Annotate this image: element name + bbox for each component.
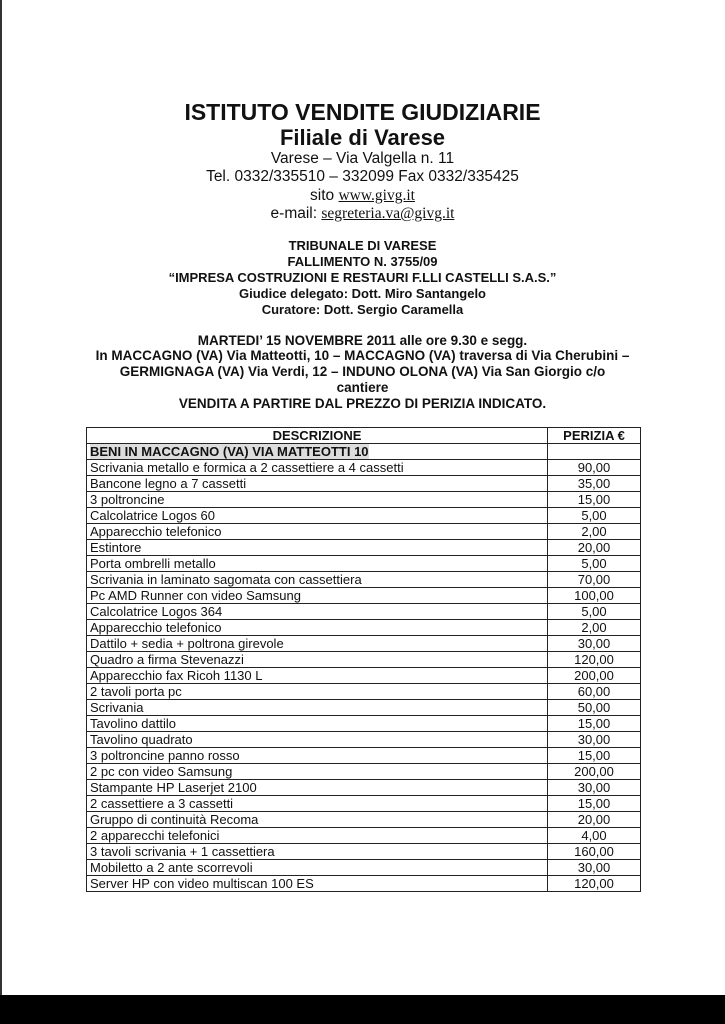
table-row <box>87 764 641 780</box>
email-link[interactable]: segreteria.va@givg.it <box>321 205 455 222</box>
table-row <box>87 668 641 684</box>
table-row <box>87 684 641 700</box>
page-subtitle: Filiale di Varese <box>279 125 446 150</box>
table-row <box>87 524 641 540</box>
item-value: 120,00 <box>548 876 641 892</box>
sale-location-3: cantiere <box>336 380 389 395</box>
table-row <box>87 620 641 636</box>
item-description: Stampante HP Laserjet 2100 <box>87 780 548 796</box>
item-value: 60,00 <box>548 684 641 700</box>
item-value: 2,00 <box>548 620 641 636</box>
table-row <box>87 844 641 860</box>
item-description: Bancone legno a 7 cassetti <box>87 476 548 492</box>
col-description: DESCRIZIONE <box>87 428 548 444</box>
item-value: 5,00 <box>548 508 641 524</box>
table-row <box>87 556 641 572</box>
table-row <box>87 636 641 652</box>
item-value: 160,00 <box>548 844 641 860</box>
page-title: ISTITUTO VENDITE GIUDIZIARIE <box>184 99 541 125</box>
sale-location-2: GERMIGNAGA (VA) Via Verdi, 12 – INDUNO OLONA (VA) Via San Giorgio c/o <box>119 364 606 379</box>
item-description: Scrivania metallo e formica a 2 cassettiere a 4 cassetti <box>87 460 548 476</box>
table-row <box>87 860 641 876</box>
table-row <box>87 604 641 620</box>
sale-date: MARTEDI’ 15 NOVEMBRE 2011 alle ore 9.30 e segg. <box>197 333 528 348</box>
item-description: Apparecchio telefonico <box>87 620 548 636</box>
table-row <box>87 780 641 796</box>
item-value: 5,00 <box>548 556 641 572</box>
phone: Tel. 0332/335510 – 332099 Fax 0332/335425 <box>206 168 519 185</box>
item-description: Estintore <box>87 540 548 556</box>
item-description: 2 apparecchi telefonici <box>87 828 548 844</box>
table-row <box>87 508 641 524</box>
item-value: 30,00 <box>548 732 641 748</box>
item-description: Calcolatrice Logos 364 <box>87 604 548 620</box>
item-description: 3 poltroncine <box>87 492 548 508</box>
item-description: 3 poltroncine panno rosso <box>87 748 548 764</box>
table-row <box>87 796 641 812</box>
item-value: 15,00 <box>548 748 641 764</box>
table-row <box>87 652 641 668</box>
item-value: 120,00 <box>548 652 641 668</box>
item-value: 35,00 <box>548 476 641 492</box>
item-value: 200,00 <box>548 668 641 684</box>
scan-border <box>0 995 725 1024</box>
item-value: 70,00 <box>548 572 641 588</box>
item-description: Porta ombrelli metallo <box>87 556 548 572</box>
table-row <box>87 588 641 604</box>
table-row <box>87 700 641 716</box>
address: Varese – Via Valgella n. 11 <box>270 150 455 167</box>
table-row <box>87 540 641 556</box>
table-row <box>87 876 641 892</box>
item-value: 20,00 <box>548 812 641 828</box>
table-row <box>87 572 641 588</box>
item-description: Tavolino quadrato <box>87 732 548 748</box>
court: TRIBUNALE DI VARESE <box>288 238 437 253</box>
item-description: 2 cassettiere a 3 cassetti <box>87 796 548 812</box>
item-value: 4,00 <box>548 828 641 844</box>
item-description: 3 tavoli scrivania + 1 cassettiera <box>87 844 548 860</box>
case-number: FALLIMENTO N. 3755/09 <box>287 254 438 269</box>
item-description: Apparecchio fax Ricoh 1130 L <box>87 668 548 684</box>
item-value: 20,00 <box>548 540 641 556</box>
item-description: Tavolino dattilo <box>87 716 548 732</box>
item-description: Scrivania in laminato sagomata con cassettiera <box>87 572 548 588</box>
item-description: Apparecchio telefonico <box>87 524 548 540</box>
item-description: 2 pc con video Samsung <box>87 764 548 780</box>
item-value: 15,00 <box>548 796 641 812</box>
table-row <box>87 492 641 508</box>
section-row <box>87 444 641 460</box>
item-value: 15,00 <box>548 716 641 732</box>
email-line <box>0 205 725 223</box>
item-value: 90,00 <box>548 460 641 476</box>
table-row <box>87 748 641 764</box>
item-value: 2,00 <box>548 524 641 540</box>
site-label: sito <box>310 187 335 204</box>
item-value: 30,00 <box>548 780 641 796</box>
item-value: 15,00 <box>548 492 641 508</box>
item-value: 30,00 <box>548 636 641 652</box>
company: “IMPRESA COSTRUZIONI E RESTAURI F.LLI CASTELLI S.A.S.” <box>168 270 557 285</box>
item-description: Mobiletto a 2 ante scorrevoli <box>87 860 548 876</box>
item-value: 50,00 <box>548 700 641 716</box>
col-perizia: PERIZIA € <box>548 428 641 444</box>
table-header <box>87 428 641 444</box>
curator: Curatore: Dott. Sergio Caramella <box>261 302 464 317</box>
table-row <box>87 732 641 748</box>
section-title: BENI IN MACCAGNO (VA) VIA MATTEOTTI 10 <box>90 444 369 459</box>
item-value: 5,00 <box>548 604 641 620</box>
item-description: Dattilo + sedia + poltrona girevole <box>87 636 548 652</box>
site-link[interactable]: www.givg.it <box>338 187 415 204</box>
judge: Giudice delegato: Dott. Miro Santangelo <box>238 286 486 301</box>
email-label: e-mail: <box>270 205 318 222</box>
table-row <box>87 812 641 828</box>
table-row <box>87 460 641 476</box>
item-description: Calcolatrice Logos 60 <box>87 508 548 524</box>
item-value: 100,00 <box>548 588 641 604</box>
table-row <box>87 716 641 732</box>
item-value: 200,00 <box>548 764 641 780</box>
item-description: Gruppo di continuità Recoma <box>87 812 548 828</box>
item-description: Pc AMD Runner con video Samsung <box>87 588 548 604</box>
sale-note: VENDITA A PARTIRE DAL PREZZO DI PERIZIA INDICATO. <box>178 396 547 411</box>
item-description: 2 tavoli porta pc <box>87 684 548 700</box>
site-line <box>0 187 725 205</box>
item-description: Quadro a firma Stevenazzi <box>87 652 548 668</box>
item-description: Server HP con video multiscan 100 ES <box>87 876 548 892</box>
table-row <box>87 828 641 844</box>
items-table <box>86 427 641 892</box>
table-row <box>87 476 641 492</box>
item-description: Scrivania <box>87 700 548 716</box>
item-value: 30,00 <box>548 860 641 876</box>
sale-location-1: In MACCAGNO (VA) Via Matteotti, 10 – MACCAGNO (VA) traversa di Via Cherubini – <box>95 348 630 363</box>
